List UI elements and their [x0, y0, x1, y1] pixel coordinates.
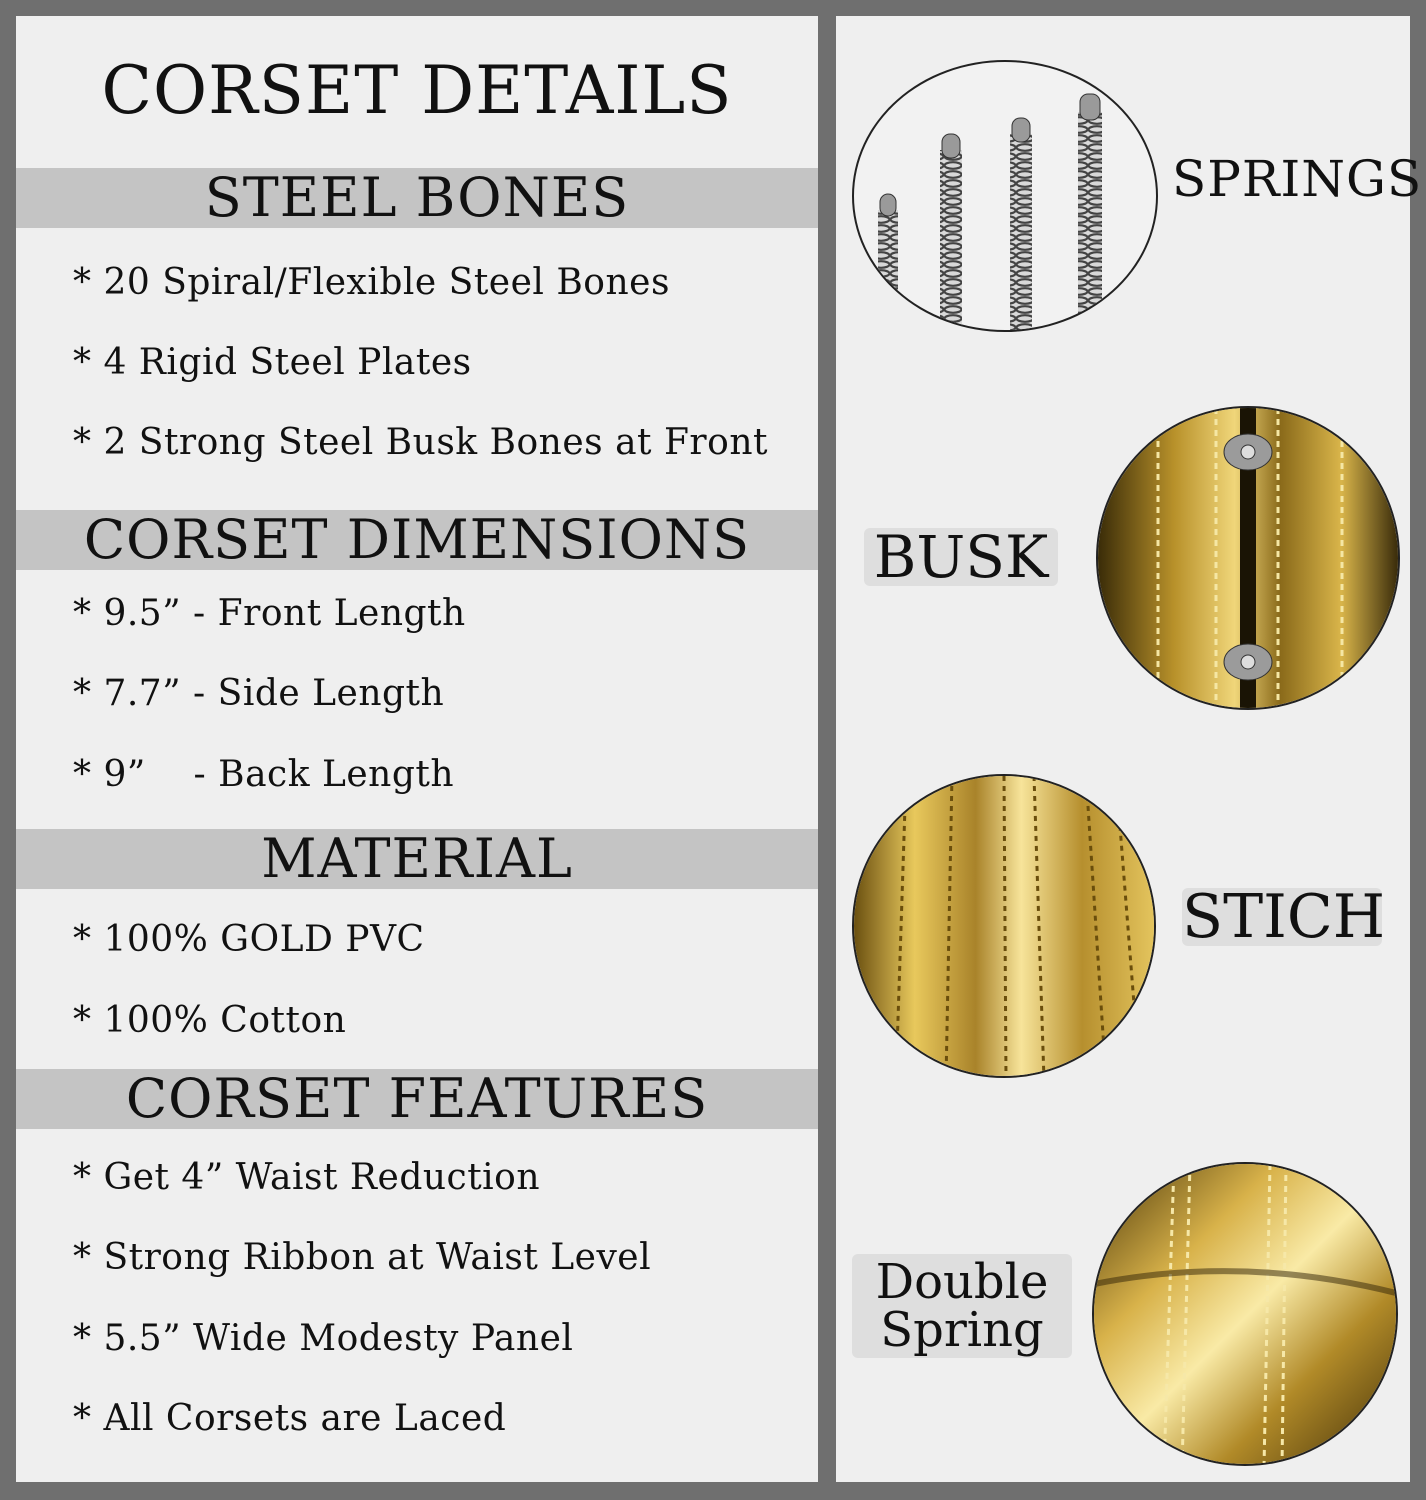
list-item: * 5.5” Wide Modesty Panel — [73, 1318, 574, 1359]
list-item: * Get 4” Waist Reduction — [73, 1157, 541, 1198]
list-item: * 7.7” - Side Length — [73, 673, 445, 714]
section-heading-dimensions: CORSET DIMENSIONS — [16, 510, 818, 570]
list-item: * 100% GOLD PVC — [73, 919, 425, 960]
springs-label: SPRINGS — [1172, 150, 1423, 208]
busk-label: BUSK — [864, 528, 1058, 586]
details-panel — [16, 16, 818, 1482]
double-spring-label — [852, 1254, 1072, 1358]
list-item: * 100% Cotton — [73, 1000, 347, 1041]
busk-closeup-image — [1096, 406, 1400, 710]
double-spring-label-line1: Double — [875, 1254, 1049, 1310]
stitch-closeup-image — [852, 774, 1156, 1078]
list-item: * 9” - Back Length — [73, 754, 455, 795]
section-heading-steel-bones: STEEL BONES — [16, 168, 818, 228]
list-item: * Strong Ribbon at Waist Level — [73, 1237, 652, 1278]
closeup-panel — [836, 16, 1423, 1482]
list-item: * All Corsets are Laced — [73, 1398, 507, 1439]
section-heading-material: MATERIAL — [16, 829, 818, 889]
stitch-label: STICH — [1182, 882, 1386, 952]
page-title: CORSET DETAILS — [101, 52, 733, 129]
section-heading-features: CORSET FEATURES — [16, 1069, 818, 1129]
list-item: * 20 Spiral/Flexible Steel Bones — [73, 262, 670, 303]
double-spring-closeup-image — [1092, 1162, 1398, 1466]
list-item: * 2 Strong Steel Busk Bones at Front — [73, 422, 768, 463]
springs-closeup-image — [852, 60, 1158, 332]
double-spring-label-line2: Spring — [880, 1302, 1044, 1358]
list-item: * 9.5” - Front Length — [73, 593, 466, 634]
list-item: * 4 Rigid Steel Plates — [73, 342, 472, 383]
